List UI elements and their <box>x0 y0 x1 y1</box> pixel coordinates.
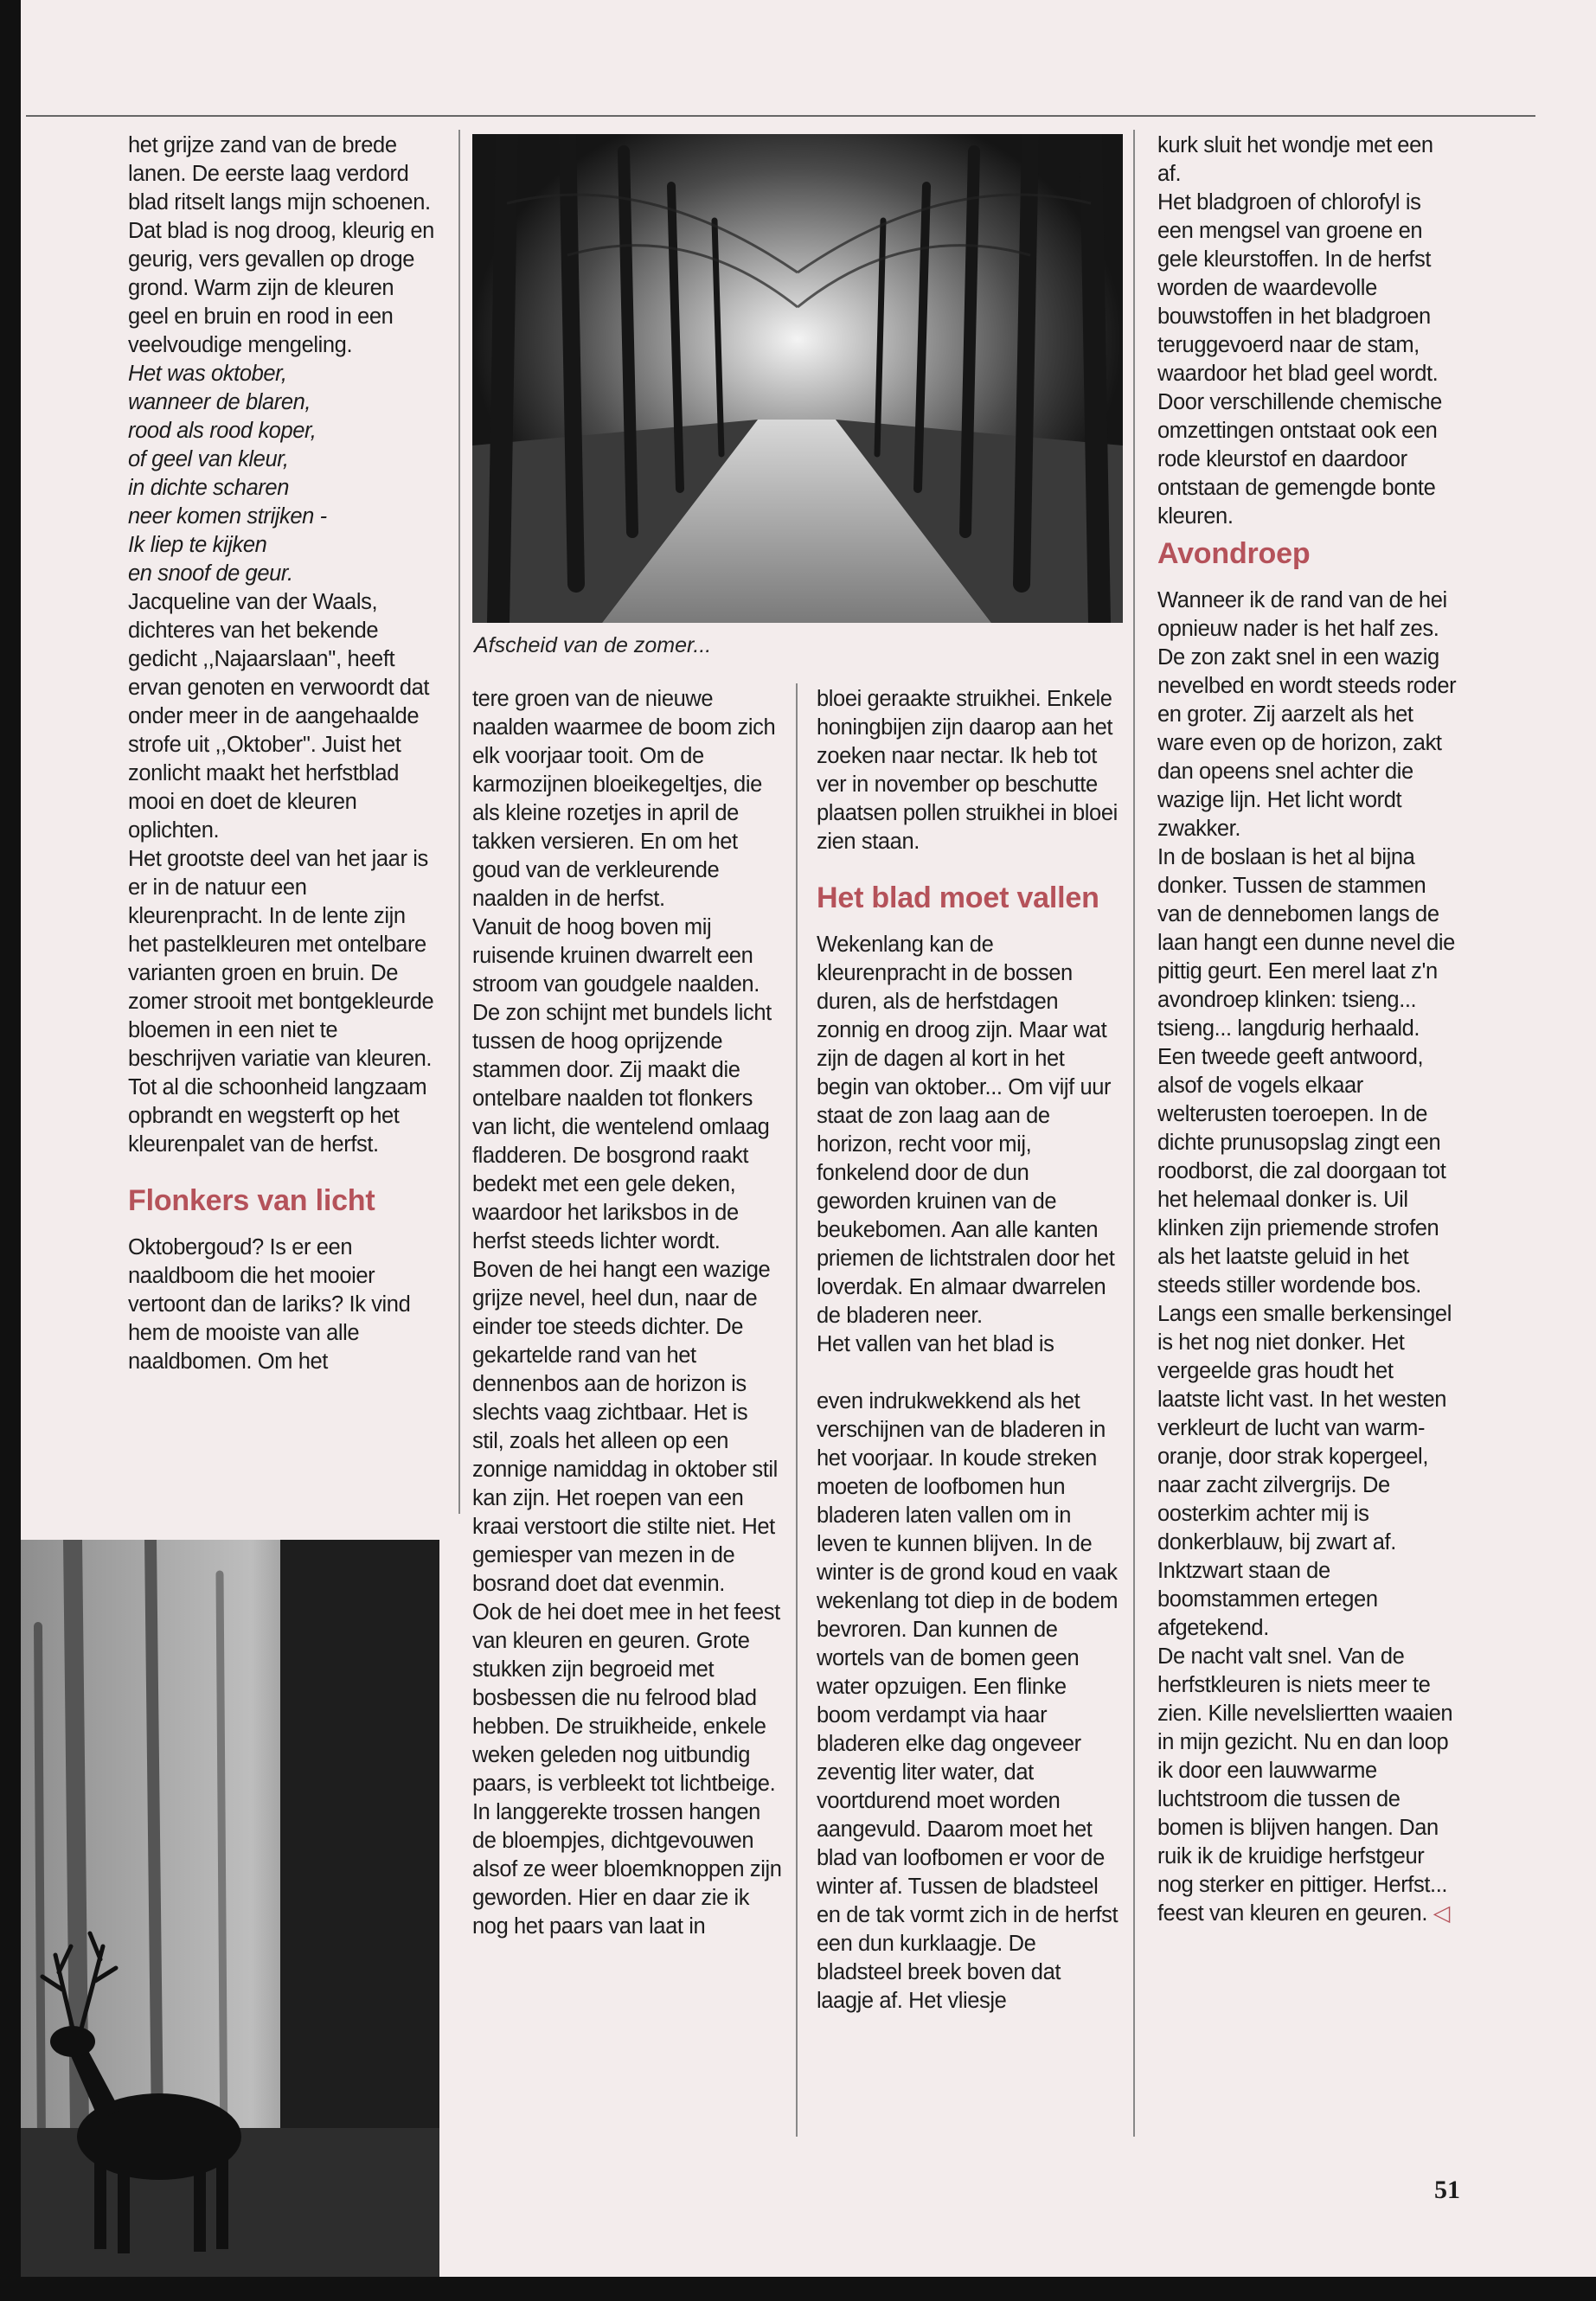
poem-line: Het was oktober, <box>128 362 287 386</box>
paragraph: Jacqueline van der Waals, dichteres van het bekende gedicht ,,Najaarslaan'', heeft ervan genoten en verwoordt dat onder meer in de aangehaalde strofe uit ,,Oktober''. Juist het zonlicht maakt het herfstblad mooi en doet de kleuren oplichten. <box>128 590 430 843</box>
column-2 <box>472 685 784 1941</box>
column-3 <box>817 685 1119 2016</box>
column-1 <box>128 131 439 1376</box>
paragraph-text: De nacht valt snel. Van de herfstkleuren is niets meer te zien. Kille nevelsliertten waaien in mijn gezicht. Nu en dan loop ik door een lauwwarme luchtstroom die tussen de bomen is blijven hangen. Dan ruik ik de kruidige herfstgeur nog sterker en pittiger. Herfst... feest van kleuren en geuren. <box>1157 1644 1453 1926</box>
deer-forest-photo <box>21 1540 439 2277</box>
paragraph: bloei geraakte struikhei. Enkele honingbijen zijn daarop aan het zoeken naar nectar. Ik heb tot ver in november op beschutte plaatsen pollen struikhei in bloei zien staan. <box>817 687 1118 854</box>
paragraph: Wekenlang kan de kleurenpracht in de bossen duren, als de herfstdagen zonnig en droog zijn. Maar wat zijn de dagen al kort in het begin van oktober... Om vijf uur staat de zon laag aan de horizon, recht voor mij, fonkelend door de dun geworden kruinen van de beukebomen. Aan alle kanten priemen de lichtstralen door het loverdak. En almaar dwarrelen de bladeren neer. <box>817 933 1115 1328</box>
paragraph: Het bladgroen of chlorofyl is een mengsel van groene en gele kleurstoffen. In de herfst worden de waardevolle bouwstoffen in het bladgroen teruggevoerd naar de stam, waardoor het blad geel wordt. Door verschillende chemische omzettingen ontstaat ook een rode kleurstof en daardoor ontstaan de gemengde bonte kleuren. <box>1157 190 1442 529</box>
poem-line: en snoof de geur. <box>128 561 293 586</box>
paragraph: Het grootste deel van het jaar is er in de natuur een kleurenpracht. In de lente zijn het pastelkleuren met ontelbare varianten groen en bruin. De zomer strooit met bontgekleurde bloemen in een niet te beschrijven variatie van kleuren. Tot al die schoonheid langzaam opbrandt en wegsterft op het kleurenpalet van de herfst. <box>128 847 434 1157</box>
scan-edge-left <box>0 0 21 2301</box>
paragraph: In de boslaan is het al bijna donker. Tussen de stammen van de dennebomen langs de laan hangt een dunne nevel die pittig geurt. Een merel laat z'n avondroep klinken: tsieng... tsieng... langdurig herhaald. Een tweede geeft antwoord, alsof de vogels elkaar welterusten toeroepen. In de dichte prunusopslag zingt een roodborst, die zal doorgaan tot het helemaal donker is. Uil klinken zijn priemende strofen als het laatste geluid in het steeds stiller wordende bos. Langs een smalle berkensingel is het nog niet donker. Het vergeelde gras houdt het laatste licht vast. In het westen verkleurt de lucht van warm-oranje, door strak kopergeel, naar zacht zilvergrijs. De oosterkim achter mij is donkerblauw, bij zwart af. Inktzwart staan de boomstammen ertegen afgetekend. <box>1157 845 1455 1640</box>
top-rule <box>26 115 1535 117</box>
paragraph: Wanneer ik de rand van de hei opnieuw nader is het half zes. De zon zakt snel in een wazig nevelbed en wordt steeds roder en groter. Zij aarzelt als het ware even op de horizon, zakt dan opeens snel achter die wazige lijn. Het licht wordt zwakker. <box>1157 588 1457 841</box>
column-4 <box>1157 131 1457 1928</box>
forest-lane-photo <box>472 134 1123 623</box>
section-heading: Flonkers van licht <box>128 1184 375 1217</box>
photo-caption: Afscheid van de zomer... <box>474 633 712 657</box>
paragraph: even indrukwekkend als het verschijnen van de bladeren in het voorjaar. In koude streken moeten de loofbomen hun bladeren laten vallen om in leven te kunnen blijven. In de winter is de grond koud en vaak wekenlang tot diep in de bodem bevroren. Dan kunnen de wortels van de bomen geen water opzuigen. Een flinke boom verdampt via haar bladeren elke dag ongeveer zeventig liter water, dat voortdurend moet worden aangevuld. Daarom moet het blad van loofbomen er voor de winter af. Tussen de bladsteel en de tak vormt zich in de herfst een dun kurklaagje. De bladsteel breek boven dat laagje af. Het vliesje <box>817 1389 1118 2013</box>
section-heading: Avondroep <box>1157 537 1311 570</box>
paragraph <box>1157 1643 1457 1928</box>
poem-line: wanneer de blaren, <box>128 390 311 414</box>
poem-line: Ik liep te kijken <box>128 533 267 557</box>
page-number: 51 <box>1434 2176 1460 2204</box>
paragraph: Boven de hei hangt een wazige grijze nevel, heel dun, naar de einder toe steeds dichter. De gekartelde rand van het dennenbos aan de horizon is slechts vaag zichtbaar. Het is stil, zoals het alleen op een zonnige namiddag in oktober stil kan zijn. Het roepen van een kraai verstoort die stilte niet. Het gemiesper van mezen in de bosrand doet dat evenmin. <box>472 1258 778 1596</box>
paragraph: Het vallen van het blad is <box>817 1332 1054 1356</box>
scan-edge-bottom <box>21 2277 1596 2301</box>
paragraph: Vanuit de hoog boven mij ruisende kruinen dwarrelt een stroom van goudgele naalden. De zon schijnt met bundels licht tussen de hoog oprijzende stammen door. Zij maakt die ontelbare naalden tot flonkers van licht, die wentelend omlaag fladderen. De bosgrond raakt bedekt met een gele deken, waardoor het lariksbos in de herfst steeds lichter wordt. <box>472 915 772 1253</box>
column-rule <box>1133 130 1135 2137</box>
section-heading: Het blad moet vallen <box>817 881 1099 914</box>
poem-line: of geel van kleur, <box>128 447 289 471</box>
end-mark-icon: ◁ <box>1433 1901 1450 1926</box>
poem-line: in dichte scharen <box>128 476 289 500</box>
paragraph: het grijze zand van de brede lanen. De eerste laag verdord blad ritselt langs mijn schoenen. Dat blad is nog droog, kleurig en geurig, vers gevallen op droge grond. Warm zijn de kleuren geel en bruin en rood in een veelvoudige mengeling. <box>128 133 434 357</box>
poem-line: rood als rood koper, <box>128 419 317 443</box>
paragraph: Oktobergoud? Is er een naaldboom die het mooier vertoont dan de lariks? Ik vind hem de mooiste van alle naaldbomen. Om het <box>128 1235 411 1374</box>
paragraph: tere groen van de nieuwe naalden waarmee de boom zich elk voorjaar tooit. Om de karmozijnen bloeikegeltjes, die als kleine rozetjes in april de takken versieren. En om het goud van de verkleurende naalden in de herfst. <box>472 687 776 911</box>
paragraph: kurk sluit het wondje met een af. <box>1157 133 1433 186</box>
column-rule <box>458 130 460 1514</box>
paragraph: Ook de hei doet mee in het feest van kleuren en geuren. Grote stukken zijn begroeid met bosbessen die nu felrood blad hebben. De struikheide, enkele weken geleden nog uitbundig paars, is verbleekt tot lichtbeige. In langgerekte trossen hangen de bloempjes, dichtgevouwen alsof ze weer bloemknoppen zijn geworden. Hier en daar zie ik nog het paars van laat in <box>472 1600 782 1939</box>
column-rule <box>796 683 798 2137</box>
poem-line: neer komen strijken - <box>128 504 327 529</box>
